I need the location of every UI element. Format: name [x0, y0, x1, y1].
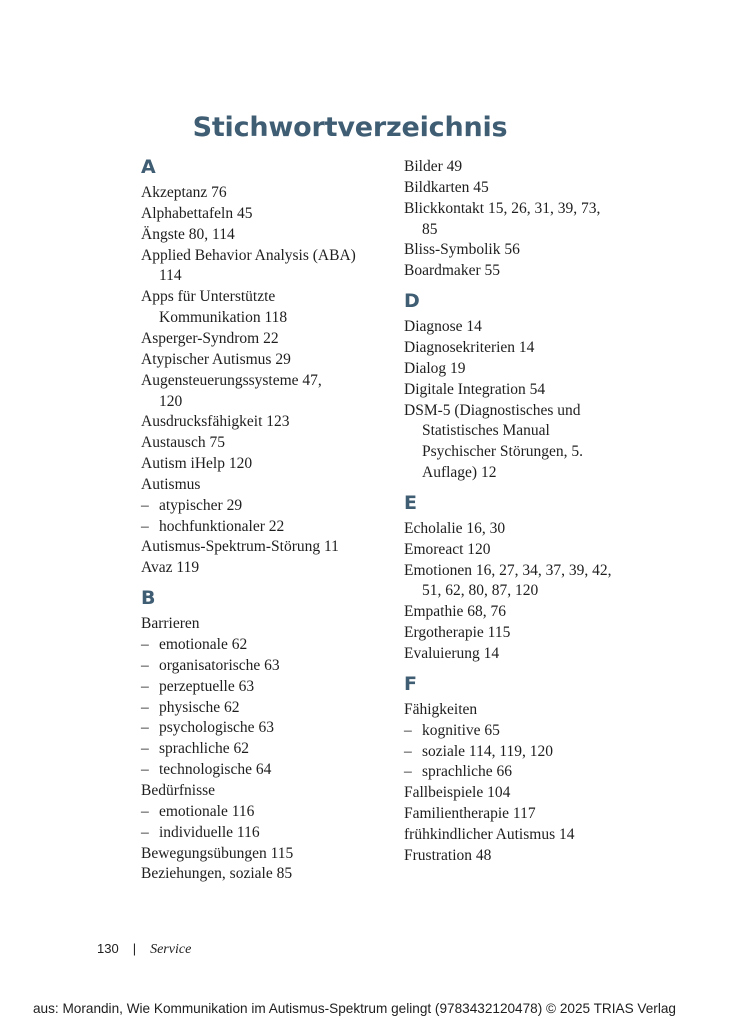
- index-entry: Evaluierung 14: [404, 645, 500, 662]
- index-entry: 85: [422, 220, 438, 238]
- index-entry: 120: [159, 392, 183, 410]
- page-title: Stichwortverzeichnis: [192, 112, 508, 143]
- index-entry: Bliss-Symbolik 56: [404, 241, 520, 259]
- index-subentry: – organisatorische 63: [141, 656, 393, 677]
- index-entry: Kommunikation 118: [159, 309, 288, 327]
- index-entry: Emotionen 16, 27, 34, 37, 39, 42,: [404, 561, 612, 579]
- index-subentry: – emotionale 62: [141, 635, 393, 656]
- index-entry: Dialog 19: [404, 359, 466, 377]
- index-letter-heading: E: [404, 491, 417, 514]
- index-entry: Psychischer Störungen, 5.: [422, 443, 584, 461]
- index-letter-heading: F: [404, 672, 417, 695]
- index-subentry: – sprachliche 66: [404, 762, 656, 783]
- index-entry: Diagnose 14: [404, 318, 482, 336]
- index-entry: Statistisches Manual: [422, 422, 550, 440]
- index-entry: Autismus-Spektrum-Störung 11: [141, 538, 339, 556]
- index-entry: Frustration 48: [404, 846, 492, 864]
- index-subentry: – soziale 114, 119, 120: [404, 742, 656, 763]
- page-footer: [97, 941, 191, 958]
- index-entry: Fähigkeiten: [404, 700, 478, 718]
- index-letter-heading: B: [141, 587, 156, 610]
- index-subentry: – individuelle 116: [141, 823, 393, 844]
- index-entry: Familientherapie 117: [404, 805, 536, 823]
- footer-separator: |: [132, 941, 137, 956]
- index-entry: Austausch 75: [141, 434, 225, 452]
- index-subentry: – sprachliche 62: [141, 739, 393, 760]
- index-subentry: – emotionale 116: [141, 802, 393, 823]
- index-entry: Emoreact 120: [404, 540, 491, 558]
- index-entry: Beziehungen, soziale 85: [141, 865, 293, 883]
- index-entry: Blickkontakt 15, 26, 31, 39, 73,: [404, 199, 601, 217]
- index-entry: Bildkarten 45: [404, 178, 489, 196]
- index-entry: Asperger-Syndrom 22: [141, 329, 279, 347]
- index-subentry: – psychologische 63: [141, 718, 393, 739]
- index-entry: Bilder 49: [404, 158, 463, 175]
- index-entry: Autism iHelp 120: [141, 455, 253, 473]
- index-entry: DSM-5 (Diagnostisches und: [404, 401, 581, 419]
- index-entry: Diagnosekriterien 14: [404, 338, 535, 356]
- index-entry: Auflage) 12: [422, 464, 497, 482]
- index-subentry: – physische 62: [141, 698, 393, 719]
- page-number: 130: [97, 941, 119, 956]
- index-subentry: – kognitive 65: [404, 721, 656, 742]
- index-entry: Augensteuerungssysteme 47,: [141, 371, 322, 389]
- index-letter-heading: A: [141, 156, 156, 178]
- index-entry: Ausdrucksfähigkeit 123: [141, 413, 290, 431]
- index-entry: Bedürfnisse: [141, 781, 216, 799]
- index-entry: Boardmaker 55: [404, 262, 500, 280]
- index-entry: Empathie 68, 76: [404, 603, 507, 621]
- index-entry: Ergotherapie 115: [404, 624, 511, 642]
- index-entry: frühkindlicher Autismus 14: [404, 825, 575, 843]
- index-entry: Barrieren: [141, 615, 200, 633]
- index-entry: Ängste 80, 114: [141, 225, 235, 243]
- index-entry: Alphabettafeln 45: [141, 204, 253, 222]
- index-entry: Applied Behavior Analysis (ABA): [141, 246, 356, 264]
- index-entry: Akzeptanz 76: [141, 184, 227, 201]
- index-entry: Autismus: [141, 475, 201, 493]
- index-entry: 51, 62, 80, 87, 120: [422, 582, 539, 600]
- index-entry: Fallbeispiele 104: [404, 784, 511, 802]
- index-entry: Avaz 119: [141, 559, 200, 577]
- index-entry: Echolalie 16, 30: [404, 519, 506, 537]
- index-subentry: – technologische 64: [141, 760, 393, 781]
- index-subentry: – perzeptuelle 63: [141, 677, 393, 698]
- index-letter-heading: D: [404, 290, 420, 313]
- section-name: Service: [150, 942, 192, 957]
- index-entry: Apps für Unterstützte: [141, 288, 276, 306]
- index-entry: 114: [159, 267, 182, 285]
- index-subentry: – hochfunktionaler 22: [141, 517, 393, 538]
- index-entry: Digitale Integration 54: [404, 380, 546, 398]
- index-entry: Atypischer Autismus 29: [141, 350, 291, 368]
- index-subentry: – atypischer 29: [141, 496, 393, 517]
- index-entry: Bewegungsübungen 115: [141, 844, 294, 862]
- source-credit: aus: Morandin, Wie Kommunikation im Autismus-Spektrum gelingt (9783432120478) © 2025 TRIAS Verlag: [33, 1001, 676, 1016]
